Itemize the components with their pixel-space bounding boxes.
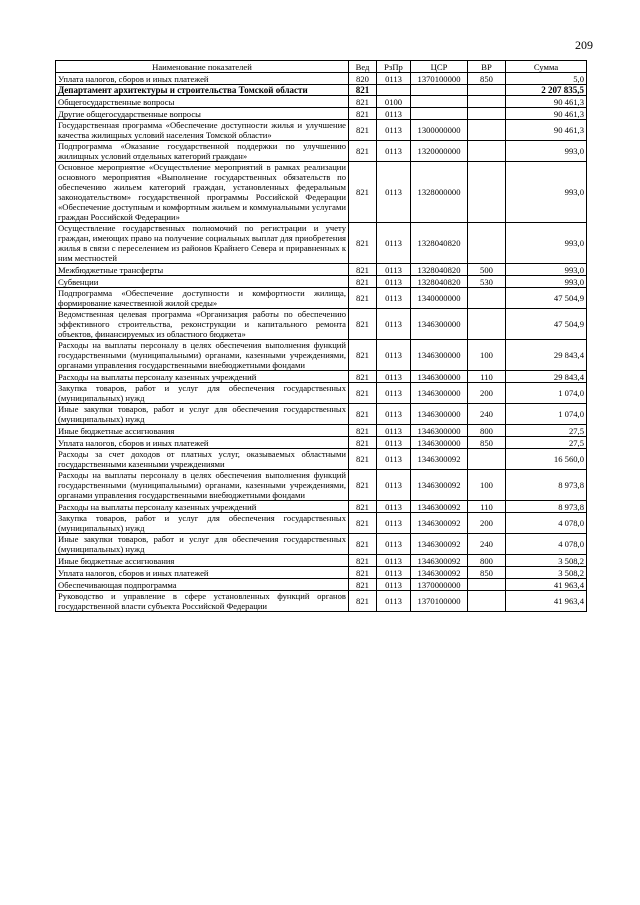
row-sum: 993,0: [506, 276, 587, 288]
row-rzpr: 0113: [377, 425, 411, 437]
row-ved: 821: [349, 223, 377, 264]
row-csr: 1346300000: [411, 425, 468, 437]
table-row: [56, 501, 587, 513]
row-rzpr: 0113: [377, 437, 411, 449]
row-vr: 200: [468, 513, 506, 534]
row-csr: 1370100000: [411, 591, 468, 612]
row-rzpr: [377, 85, 411, 96]
row-name: Межбюджетные трансферты: [56, 264, 349, 276]
row-name: Иные бюджетные ассигнования: [56, 555, 349, 567]
row-name: Подпрограмма «Обеспечение доступности и комфортности жилища, формирование качественной жилой среды»: [56, 288, 349, 309]
row-vr: [468, 449, 506, 470]
row-sum: 8 973,8: [506, 470, 587, 501]
row-sum: 3 508,2: [506, 567, 587, 579]
row-csr: [411, 96, 468, 108]
row-vr: [468, 579, 506, 591]
table-row: [56, 591, 587, 612]
table-row: [56, 449, 587, 470]
row-ved: 821: [349, 340, 377, 371]
row-vr: 240: [468, 404, 506, 425]
row-csr: 1346300092: [411, 449, 468, 470]
row-rzpr: 0113: [377, 591, 411, 612]
row-csr: [411, 85, 468, 96]
row-ved: 821: [349, 579, 377, 591]
table-row: [56, 120, 587, 141]
row-sum: 27,5: [506, 437, 587, 449]
row-ved: 821: [349, 162, 377, 223]
table-row: [56, 534, 587, 555]
row-name: Закупка товаров, работ и услуг для обеспечения государственных (муниципальных) нужд: [56, 513, 349, 534]
row-name: Иные бюджетные ассигнования: [56, 425, 349, 437]
table-row: [56, 371, 587, 383]
table-row: [56, 264, 587, 276]
row-vr: [468, 591, 506, 612]
row-ved: 821: [349, 449, 377, 470]
row-vr: 850: [468, 567, 506, 579]
table-row: [56, 223, 587, 264]
header-sum: Сумма: [506, 61, 587, 73]
row-vr: [468, 141, 506, 162]
row-ved: 821: [349, 120, 377, 141]
row-ved: 821: [349, 501, 377, 513]
row-rzpr: 0100: [377, 96, 411, 108]
row-vr: [468, 85, 506, 96]
row-rzpr: 0113: [377, 141, 411, 162]
row-csr: 1346300092: [411, 470, 468, 501]
row-ved: 821: [349, 383, 377, 404]
row-csr: 1346300092: [411, 534, 468, 555]
row-vr: [468, 108, 506, 120]
row-sum: 29 843,4: [506, 371, 587, 383]
table-row: [56, 108, 587, 120]
row-rzpr: 0113: [377, 534, 411, 555]
row-name: Субвенции: [56, 276, 349, 288]
row-vr: 100: [468, 470, 506, 501]
row-vr: 530: [468, 276, 506, 288]
row-sum: 29 843,4: [506, 340, 587, 371]
row-rzpr: 0113: [377, 567, 411, 579]
row-name: Государственная программа «Обеспечение доступности жилья и улучшение качества жилищных условий населения Томской области»: [56, 120, 349, 141]
row-name: Другие общегосударственные вопросы: [56, 108, 349, 120]
row-csr: 1346300092: [411, 501, 468, 513]
row-sum: 993,0: [506, 162, 587, 223]
table-row: [56, 276, 587, 288]
row-name: Общегосударственные вопросы: [56, 96, 349, 108]
row-rzpr: 0113: [377, 73, 411, 85]
row-ved: 821: [349, 534, 377, 555]
page-number: 209: [575, 38, 593, 52]
table-row: [56, 579, 587, 591]
row-name: Подпрограмма «Оказание государственной поддержки по улучшению жилищных условий отдельных категорий граждан»: [56, 141, 349, 162]
row-ved: 821: [349, 591, 377, 612]
row-csr: 1346300092: [411, 513, 468, 534]
row-sum: 1 074,0: [506, 383, 587, 404]
row-vr: [468, 309, 506, 340]
row-csr: 1328040820: [411, 276, 468, 288]
row-vr: [468, 288, 506, 309]
budget-table: [55, 60, 587, 612]
row-name: Расходы за счет доходов от платных услуг, оказываемых областными государственными казенными учреждениями: [56, 449, 349, 470]
row-csr: 1346300000: [411, 404, 468, 425]
row-csr: 1340000000: [411, 288, 468, 309]
table-row: [56, 383, 587, 404]
table-row: [56, 288, 587, 309]
row-rzpr: 0113: [377, 449, 411, 470]
row-name: Уплата налогов, сборов и иных платежей: [56, 73, 349, 85]
row-ved: 821: [349, 404, 377, 425]
table-row: [56, 425, 587, 437]
row-sum: 90 461,3: [506, 96, 587, 108]
row-sum: 16 560,0: [506, 449, 587, 470]
row-csr: 1370100000: [411, 73, 468, 85]
row-name: Расходы на выплаты персоналу казенных учреждений: [56, 501, 349, 513]
row-sum: 4 078,0: [506, 534, 587, 555]
row-ved: 821: [349, 85, 377, 96]
row-vr: 110: [468, 371, 506, 383]
row-vr: 240: [468, 534, 506, 555]
row-sum: 8 973,8: [506, 501, 587, 513]
row-vr: [468, 120, 506, 141]
header-vr: ВР: [468, 61, 506, 73]
row-rzpr: 0113: [377, 108, 411, 120]
row-name: Основное мероприятие «Осуществление мероприятий в рамках реализации основного мероприятия «Выполнение государственных обязательств по обеспечению жильем категорий граждан, установленных федеральным законодательством» государственной программы Российской Федерации «Обеспечение доступным и комфортным жильем и коммунальными услугами граждан Российской Федерации»: [56, 162, 349, 223]
table-header-row: [56, 61, 587, 73]
row-name: Руководство и управление в сфере установленных функций органов государственной власти субъекта Российской Федерации: [56, 591, 349, 612]
row-name: Расходы на выплаты персоналу в целях обеспечения выполнения функций государственными (муниципальными) органами, казенными учреждениями, органами управления государственными внебюджетными фондами: [56, 340, 349, 371]
row-vr: [468, 96, 506, 108]
table-row: [56, 340, 587, 371]
row-name: Иные закупки товаров, работ и услуг для обеспечения государственных (муниципальных) нужд: [56, 404, 349, 425]
row-name: Обеспечивающая подпрограмма: [56, 579, 349, 591]
row-ved: 821: [349, 425, 377, 437]
row-sum: 41 963,4: [506, 591, 587, 612]
table-row: [56, 162, 587, 223]
row-vr: 850: [468, 73, 506, 85]
table-row: [56, 73, 587, 85]
row-ved: 821: [349, 371, 377, 383]
row-ved: 821: [349, 555, 377, 567]
row-sum: 993,0: [506, 264, 587, 276]
row-sum: 5,0: [506, 73, 587, 85]
row-sum: 4 078,0: [506, 513, 587, 534]
row-ved: 821: [349, 108, 377, 120]
row-rzpr: 0113: [377, 404, 411, 425]
row-name: Расходы на выплаты персоналу в целях обеспечения выполнения функций государственными (муниципальными) органами, казенными учреждениями, органами управления государственными внебюджетными фондами: [56, 470, 349, 501]
table-row: [56, 96, 587, 108]
row-csr: 1328040820: [411, 223, 468, 264]
row-sum: 47 504,9: [506, 288, 587, 309]
row-rzpr: 0113: [377, 371, 411, 383]
row-rzpr: 0113: [377, 276, 411, 288]
table-row: [56, 141, 587, 162]
row-ved: 821: [349, 141, 377, 162]
table-row: [56, 404, 587, 425]
row-sum: 90 461,3: [506, 120, 587, 141]
row-csr: 1346300000: [411, 371, 468, 383]
table-row: [56, 513, 587, 534]
row-sum: 47 504,9: [506, 309, 587, 340]
row-rzpr: 0113: [377, 288, 411, 309]
row-rzpr: 0113: [377, 470, 411, 501]
row-csr: [411, 108, 468, 120]
row-csr: 1370000000: [411, 579, 468, 591]
row-sum: 993,0: [506, 141, 587, 162]
row-rzpr: 0113: [377, 162, 411, 223]
table-row: [56, 470, 587, 501]
row-ved: 821: [349, 309, 377, 340]
row-name: Уплата налогов, сборов и иных платежей: [56, 437, 349, 449]
header-ved: Вед: [349, 61, 377, 73]
row-csr: 1346300000: [411, 340, 468, 371]
row-rzpr: 0113: [377, 340, 411, 371]
row-rzpr: 0113: [377, 120, 411, 141]
row-name: Ведомственная целевая программа «Организация работы по обеспечению эффективного строительства, реконструкции и капитального ремонта объектов, финансируемых из областного бюджета»: [56, 309, 349, 340]
row-ved: 821: [349, 470, 377, 501]
row-sum: 41 963,4: [506, 579, 587, 591]
row-rzpr: 0113: [377, 264, 411, 276]
row-rzpr: 0113: [377, 555, 411, 567]
row-vr: 500: [468, 264, 506, 276]
row-csr: 1346300092: [411, 555, 468, 567]
row-name: Расходы на выплаты персоналу казенных учреждений: [56, 371, 349, 383]
row-csr: 1328040820: [411, 264, 468, 276]
row-csr: 1320000000: [411, 141, 468, 162]
row-rzpr: 0113: [377, 383, 411, 404]
row-rzpr: 0113: [377, 513, 411, 534]
row-ved: 821: [349, 437, 377, 449]
row-ved: 821: [349, 276, 377, 288]
row-ved: 821: [349, 513, 377, 534]
row-sum: 2 207 835,5: [506, 85, 587, 96]
row-vr: [468, 162, 506, 223]
row-csr: 1346300000: [411, 437, 468, 449]
header-name: Наименование показателей: [56, 61, 349, 73]
row-vr: 850: [468, 437, 506, 449]
row-sum: 90 461,3: [506, 108, 587, 120]
row-sum: 993,0: [506, 223, 587, 264]
table-row: [56, 309, 587, 340]
row-csr: 1346300092: [411, 567, 468, 579]
row-vr: 200: [468, 383, 506, 404]
row-rzpr: 0113: [377, 579, 411, 591]
row-ved: 820: [349, 73, 377, 85]
row-rzpr: 0113: [377, 309, 411, 340]
row-csr: 1346300000: [411, 383, 468, 404]
table-row: [56, 437, 587, 449]
row-vr: 800: [468, 555, 506, 567]
row-name: Закупка товаров, работ и услуг для обеспечения государственных (муниципальных) нужд: [56, 383, 349, 404]
row-csr: 1328000000: [411, 162, 468, 223]
row-ved: 821: [349, 96, 377, 108]
header-rzpr: РзПр: [377, 61, 411, 73]
table-row: [56, 555, 587, 567]
row-ved: 821: [349, 264, 377, 276]
row-sum: 1 074,0: [506, 404, 587, 425]
row-vr: [468, 223, 506, 264]
row-vr: 110: [468, 501, 506, 513]
row-vr: 800: [468, 425, 506, 437]
row-name: Уплата налогов, сборов и иных платежей: [56, 567, 349, 579]
row-ved: 821: [349, 288, 377, 309]
row-sum: 3 508,2: [506, 555, 587, 567]
table-row: [56, 567, 587, 579]
row-name: Иные закупки товаров, работ и услуг для обеспечения государственных (муниципальных) нужд: [56, 534, 349, 555]
row-csr: 1346300000: [411, 309, 468, 340]
row-rzpr: 0113: [377, 501, 411, 513]
header-csr: ЦСР: [411, 61, 468, 73]
row-csr: 1300000000: [411, 120, 468, 141]
row-name: Департамент архитектуры и строительства Томской области: [56, 85, 349, 96]
row-ved: 821: [349, 567, 377, 579]
row-name: Осуществление государственных полномочий по регистрации и учету граждан, имеющих право на получение социальных выплат для приобретения жилья в связи с переселением из районов Крайнего Севера и приравненных к ним местностей: [56, 223, 349, 264]
table-row-department: [56, 85, 587, 96]
row-rzpr: 0113: [377, 223, 411, 264]
row-vr: 100: [468, 340, 506, 371]
row-sum: 27,5: [506, 425, 587, 437]
